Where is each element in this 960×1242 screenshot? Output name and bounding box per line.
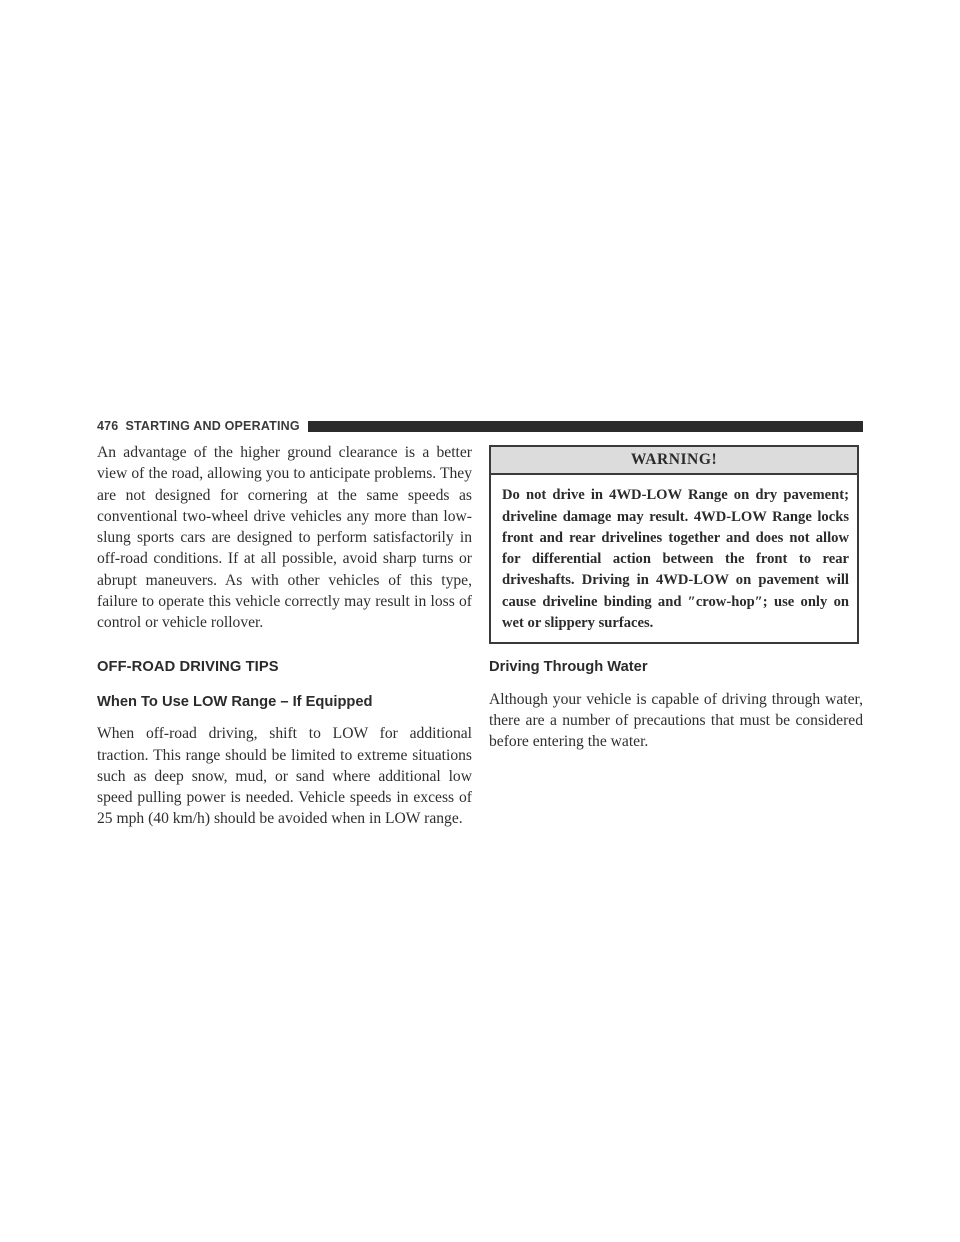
off-road-tips-heading: OFF-ROAD DRIVING TIPS [97, 658, 279, 675]
water-paragraph: Although your vehicle is capable of driving through water, there are a number of precautions that must be considered before entering the water. [489, 690, 863, 751]
section-title: STARTING AND OPERATING [125, 419, 300, 433]
left-column [97, 442, 472, 830]
header-rule [308, 421, 863, 432]
driving-through-water-subheading: Driving Through Water [489, 659, 648, 676]
warning-text: Do not drive in 4WD-LOW Range on dry pavement; driveline damage may result. 4WD-LOW Range locks front and rear drivelines together and does not allow for differential action between the front to rear driveshafts. Driving in 4WD-LOW on pavement will cause driveline binding and ″crow-hop″; use only on wet or slippery surfaces. [502, 487, 849, 632]
page-number: 476 [97, 419, 119, 433]
intro-paragraph: An advantage of the higher ground clearance is a better view of the road, allowing you to anticipate problems. They are not designed for cornering at the same speeds as conventional two-wheel drive vehicles any more than low-slung sports cars are designed to perform satisfactorily in off-road conditions. If at all possible, avoid sharp turns or abrupt maneuvers. As with other vehicles of this type, failure to operate this vehicle correctly may result in loss of control or vehicle rollover. [97, 444, 472, 632]
warning-title: WARNING! [491, 447, 857, 475]
low-range-subheading: When To Use LOW Range – If Equipped [97, 693, 373, 710]
page-header [97, 418, 863, 434]
low-range-paragraph: When off-road driving, shift to LOW for additional traction. This range should be limited to extreme situations such as deep snow, mud, or sand where additional low speed pulling power is needed. Vehicle speeds in excess of 25 mph (40 km/h) should be avoided when in LOW range. [97, 725, 472, 828]
warning-box [489, 445, 859, 644]
right-column [489, 445, 863, 753]
